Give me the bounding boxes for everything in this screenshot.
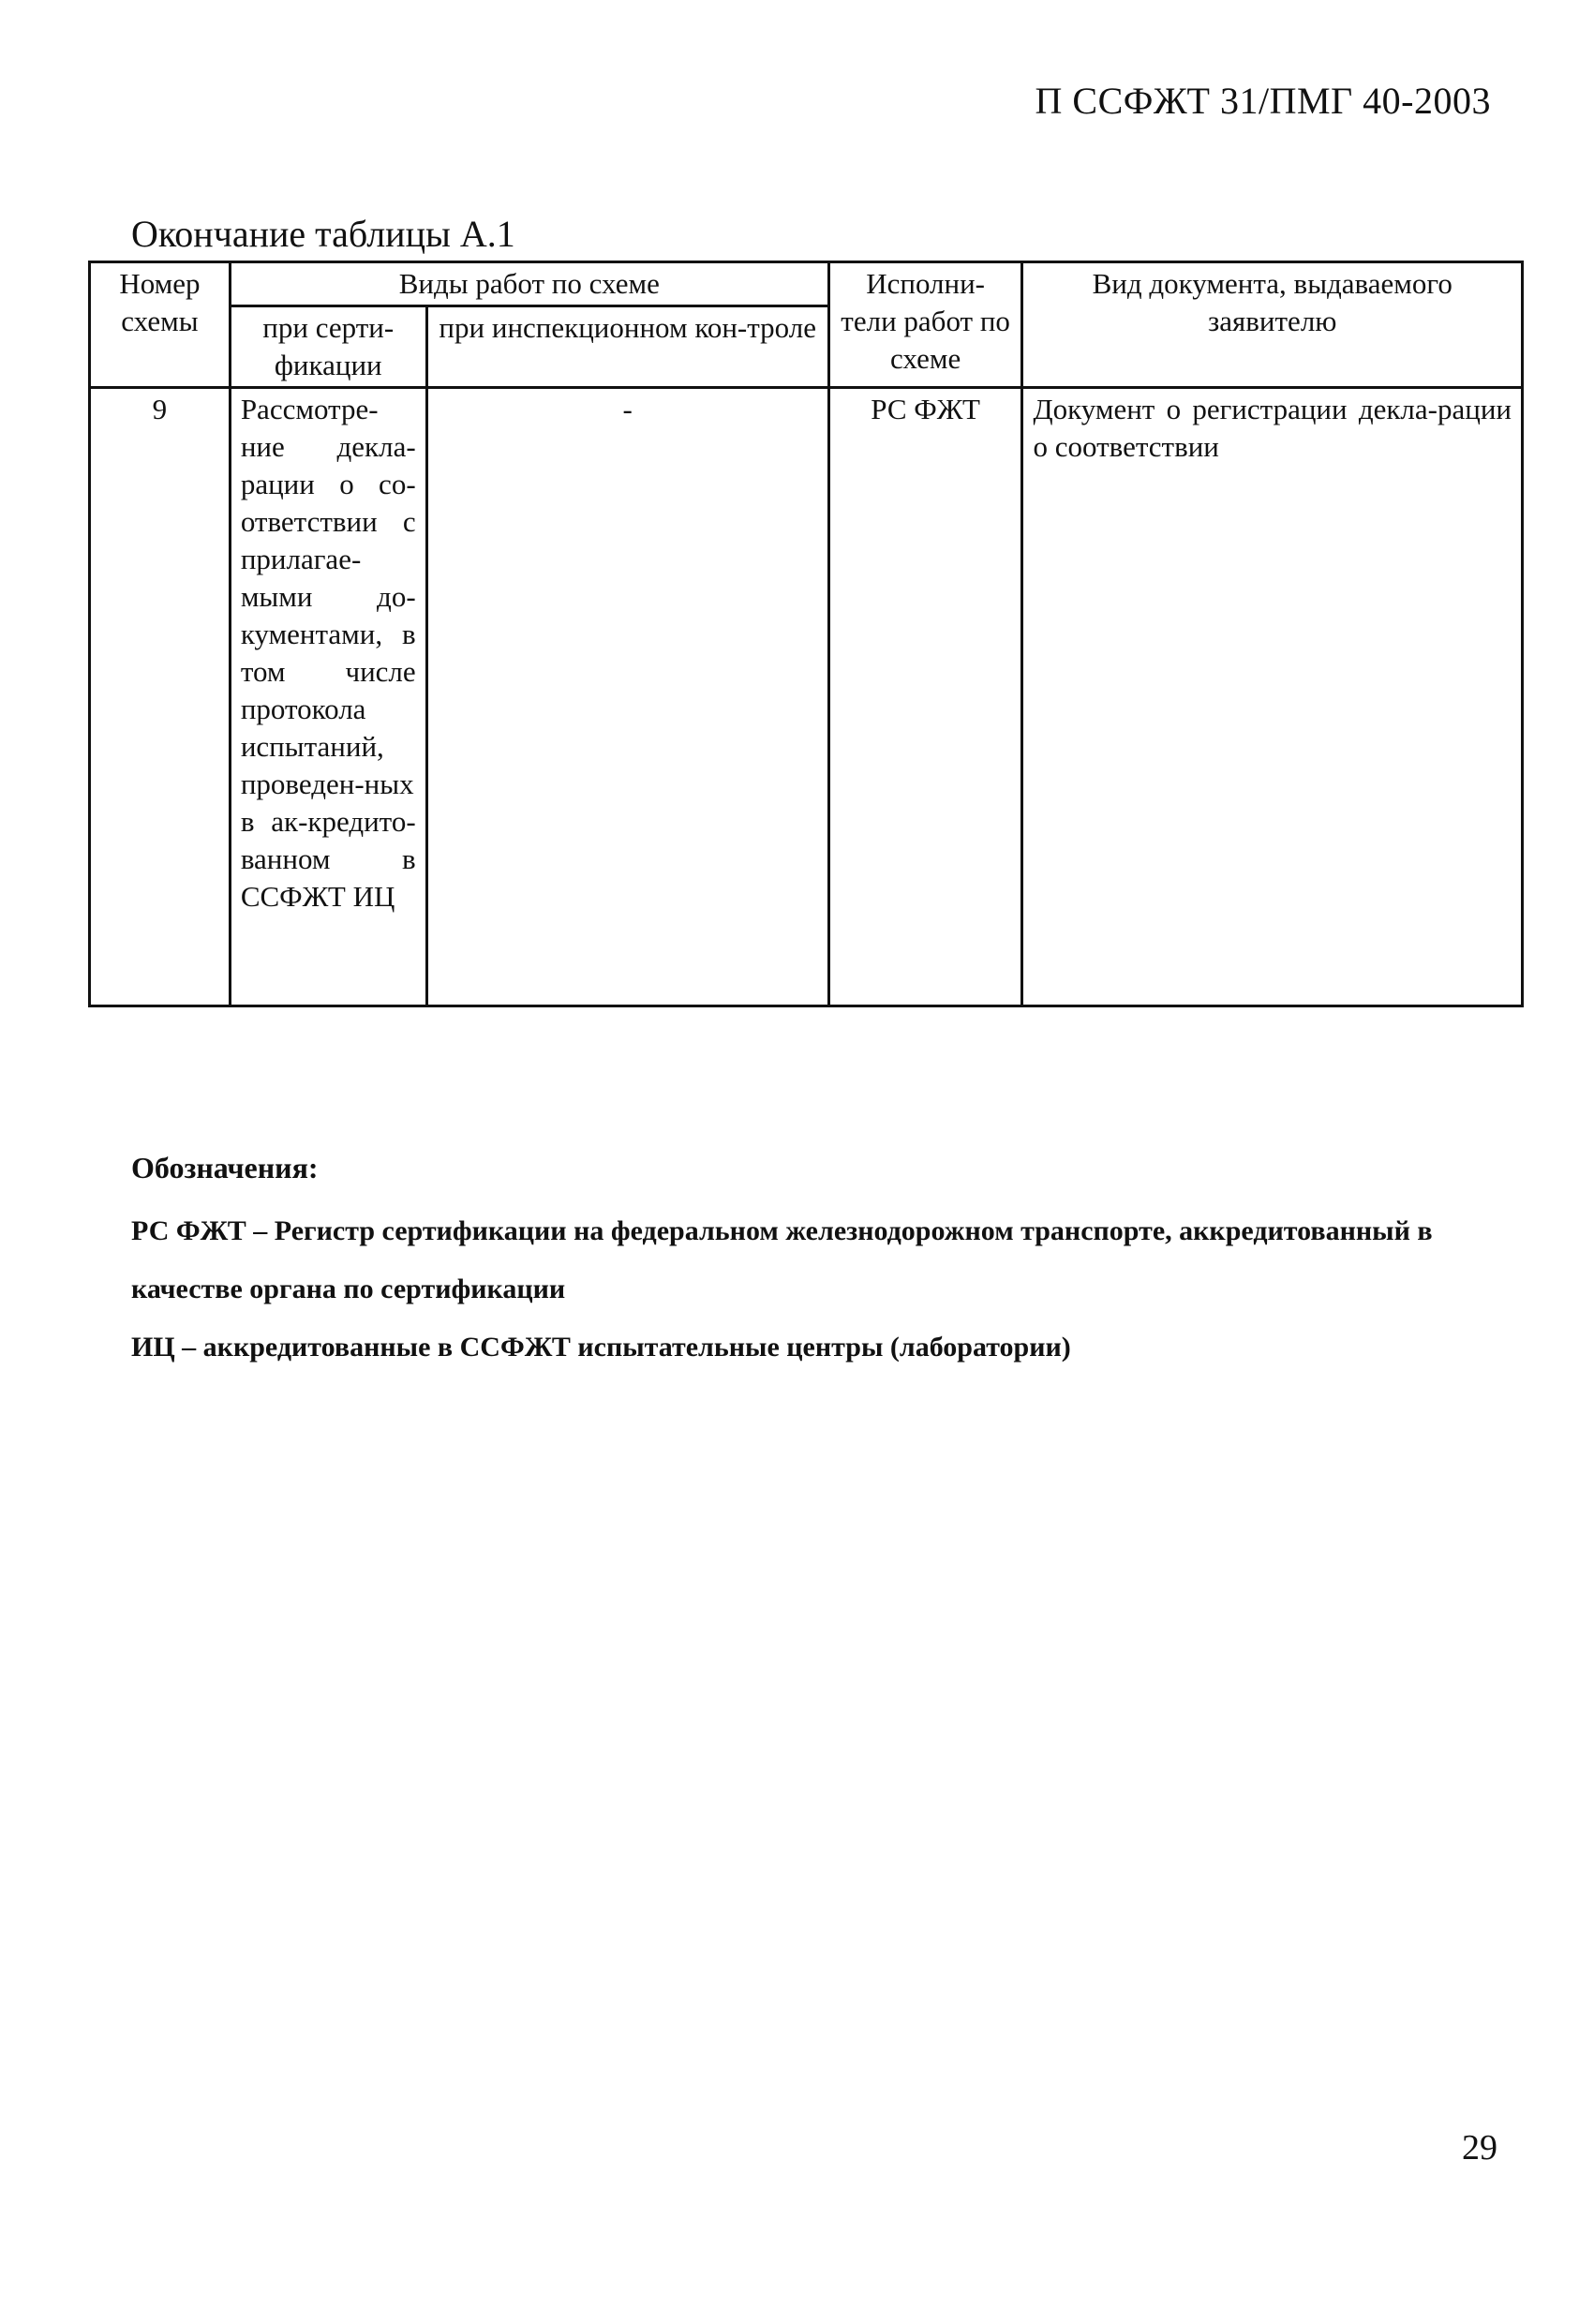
note-item: ИЦ – аккредитованные в ССФЖТ испытательные центры (лаборатории) xyxy=(131,1332,1071,1363)
table-header-row xyxy=(90,262,1523,306)
cell-certification: Рассмотре-ние декла-рации о со-ответствии с прилагае-мыми до-кументами, в том числе протокола испытаний, проведен-ных в ак-кредито-ванном в ССФЖТ ИЦ xyxy=(230,388,426,1006)
header-work-certification: при серти-фикации xyxy=(230,306,426,388)
page-number: 29 xyxy=(1462,2128,1497,2168)
note-item: РС ФЖТ – Регистр сертификации на федеральном железнодорожном транспорте, аккредитованный в качестве органа по сертификации xyxy=(131,1215,1433,1304)
schemes-table xyxy=(88,261,1524,1007)
header-work-types: Виды работ по схеме xyxy=(230,262,828,306)
header-work-inspection: при инспекционном кон-троле xyxy=(426,306,828,388)
table-caption: Окончание таблицы А.1 xyxy=(131,213,515,255)
notes-heading: Обозначения: xyxy=(131,1151,319,1184)
table-row xyxy=(90,388,1523,1006)
document-code: П ССФЖТ 31/ПМГ 40-2003 xyxy=(1035,80,1491,122)
notes-section xyxy=(131,1151,1509,1377)
cell-executors: РС ФЖТ xyxy=(828,388,1022,1006)
header-scheme-number: Номер схемы xyxy=(90,262,231,388)
cell-scheme-number: 9 xyxy=(90,388,231,1006)
header-executors: Исполни-тели работ по схеме xyxy=(828,262,1022,388)
header-document-type: Вид документа, выдаваемого заявителю xyxy=(1022,262,1523,388)
cell-inspection: - xyxy=(426,388,828,1006)
cell-document: Документ о регистрации декла-рации о соответствии xyxy=(1022,388,1523,1006)
